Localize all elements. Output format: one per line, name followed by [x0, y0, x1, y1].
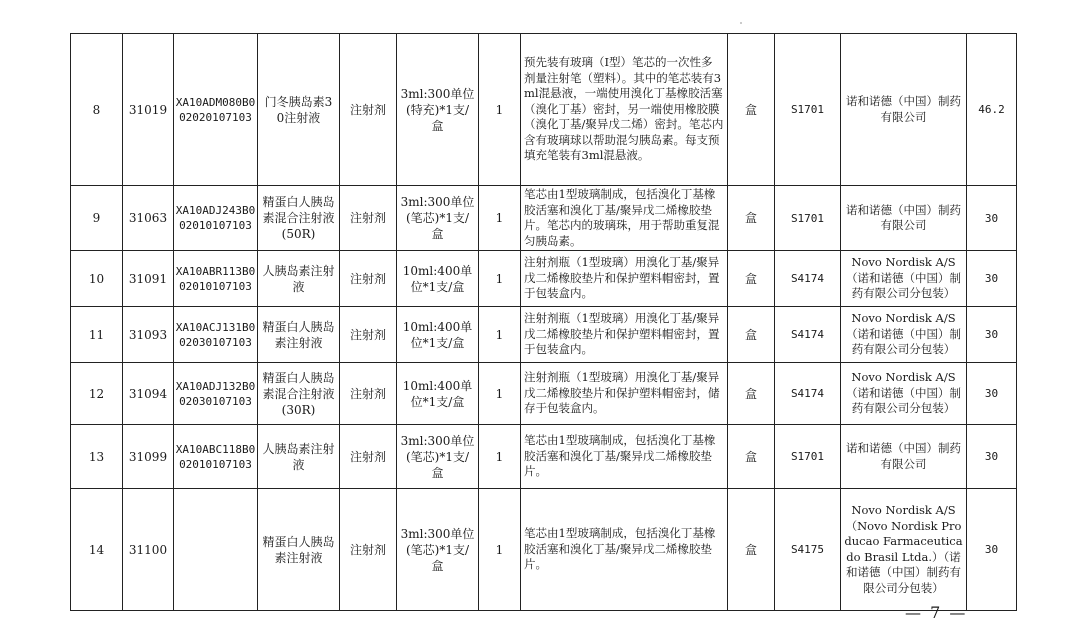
- drug-name: 人胰岛素注射液: [258, 251, 340, 307]
- dosage-form: 注射剂: [340, 251, 397, 307]
- manufacturer: Novo Nordisk A/S（诺和诺德（中国）制药有限公司分包装）: [841, 307, 967, 363]
- drug-code: XA10ADJ243B002010107103: [174, 186, 258, 251]
- conversion-factor: 1: [479, 363, 521, 425]
- drug-id: 31019: [123, 34, 174, 186]
- manufacturer: Novo Nordisk A/S（诺和诺德（中国）制药有限公司分包装）: [841, 251, 967, 307]
- drug-code: XA10ACJ131B002030107103: [174, 307, 258, 363]
- row-number: 11: [71, 307, 123, 363]
- table-row: [71, 34, 1017, 186]
- price: 30: [967, 363, 1017, 425]
- drug-id: 31100: [123, 489, 174, 611]
- price: 30: [967, 307, 1017, 363]
- table-row: [71, 251, 1017, 307]
- unit: 盒: [728, 489, 775, 611]
- specification: 10ml:400单位*1支/盒: [397, 363, 479, 425]
- table-row: [71, 425, 1017, 489]
- manufacturer: 诺和诺德（中国）制药有限公司: [841, 186, 967, 251]
- specification: 3ml:300单位(笔芯)*1支/盒: [397, 186, 479, 251]
- drug-code: XA10ABC118B002010107103: [174, 425, 258, 489]
- enterprise-code: S4174: [775, 363, 841, 425]
- drug-name: 门冬胰岛素30注射液: [258, 34, 340, 186]
- packaging-material: 注射剂瓶（1型玻璃）用溴化丁基/聚异戊二烯橡胶垫片和保护塑料帽密封，置于包装盒内。: [521, 251, 728, 307]
- drug-code: XA10ABR113B002010107103: [174, 251, 258, 307]
- manufacturer: 诺和诺德（中国）制药有限公司: [841, 425, 967, 489]
- packaging-material: 注射剂瓶（1型玻璃）用溴化丁基/聚异戊二烯橡胶垫片和保护塑料帽密封，储存于包装盒内。: [521, 363, 728, 425]
- drug-name: 精蛋白人胰岛素混合注射液(30R): [258, 363, 340, 425]
- price: 46.2: [967, 34, 1017, 186]
- drug-name: 人胰岛素注射液: [258, 425, 340, 489]
- conversion-factor: 1: [479, 251, 521, 307]
- price: 30: [967, 186, 1017, 251]
- table-row: [71, 489, 1017, 611]
- manufacturer: Novo Nordisk A/S（诺和诺德（中国）制药有限公司分包装）: [841, 363, 967, 425]
- enterprise-code: S4174: [775, 307, 841, 363]
- packaging-material: 预先装有玻璃（Ⅰ型）笔芯的一次性多剂量注射笔（塑料）。其中的笔芯装有3ml混悬液，一端使用溴化丁基橡胶活塞（溴化丁基）密封，另一端使用橡胶膜（溴化丁基/聚异戊二烯）密封。笔芯内含有玻璃球以帮助混匀胰岛素。每支预填充笔装有3ml混悬液。: [521, 34, 728, 186]
- drug-name: 精蛋白人胰岛素注射液: [258, 489, 340, 611]
- row-number: 8: [71, 34, 123, 186]
- row-number: 10: [71, 251, 123, 307]
- drug-id: 31063: [123, 186, 174, 251]
- scan-speck: [740, 22, 742, 24]
- table-row: [71, 307, 1017, 363]
- enterprise-code: S4175: [775, 489, 841, 611]
- enterprise-code: S1701: [775, 186, 841, 251]
- specification: 10ml:400单位*1支/盒: [397, 307, 479, 363]
- unit: 盒: [728, 251, 775, 307]
- row-number: 14: [71, 489, 123, 611]
- conversion-factor: 1: [479, 186, 521, 251]
- drug-code: [174, 489, 258, 611]
- unit: 盒: [728, 425, 775, 489]
- drug-name: 精蛋白人胰岛素注射液: [258, 307, 340, 363]
- drug-price-table: [70, 33, 1017, 611]
- dosage-form: 注射剂: [340, 489, 397, 611]
- drug-code: XA10ADM080B002020107103: [174, 34, 258, 186]
- unit: 盒: [728, 34, 775, 186]
- unit: 盒: [728, 363, 775, 425]
- conversion-factor: 1: [479, 34, 521, 186]
- enterprise-code: S1701: [775, 34, 841, 186]
- drug-id: 31093: [123, 307, 174, 363]
- specification: 10ml:400单位*1支/盒: [397, 251, 479, 307]
- drug-price-table-sheet: [70, 33, 1017, 611]
- price: 30: [967, 251, 1017, 307]
- specification: 3ml:300单位(笔芯)*1支/盒: [397, 425, 479, 489]
- unit: 盒: [728, 307, 775, 363]
- price: 30: [967, 489, 1017, 611]
- dosage-form: 注射剂: [340, 363, 397, 425]
- manufacturer: Novo Nordisk A/S（Novo Nordisk Producao Farmaceutica do Brasil Ltda.）（诺和诺德（中国）制药有限公司分包装）: [841, 489, 967, 611]
- drug-id: 31099: [123, 425, 174, 489]
- enterprise-code: S1701: [775, 425, 841, 489]
- packaging-material: 笔芯由1型玻璃制成，包括溴化丁基橡胶活塞和溴化丁基/聚异戊二烯橡胶垫片。: [521, 425, 728, 489]
- dosage-form: 注射剂: [340, 425, 397, 489]
- conversion-factor: 1: [479, 307, 521, 363]
- drug-id: 31094: [123, 363, 174, 425]
- drug-code: XA10ADJ132B002030107103: [174, 363, 258, 425]
- packaging-material: 笔芯由1型玻璃制成，包括溴化丁基橡胶活塞和溴化丁基/聚异戊二烯橡胶垫片。笔芯内的玻璃珠，用于帮助重复混匀胰岛素。: [521, 186, 728, 251]
- conversion-factor: 1: [479, 489, 521, 611]
- packaging-material: 笔芯由1型玻璃制成，包括溴化丁基橡胶活塞和溴化丁基/聚异戊二烯橡胶垫片。: [521, 489, 728, 611]
- dosage-form: 注射剂: [340, 186, 397, 251]
- specification: 3ml:300单位(特充)*1支/盒: [397, 34, 479, 186]
- dosage-form: 注射剂: [340, 307, 397, 363]
- dosage-form: 注射剂: [340, 34, 397, 186]
- table-row: [71, 186, 1017, 251]
- row-number: 13: [71, 425, 123, 489]
- conversion-factor: 1: [479, 425, 521, 489]
- enterprise-code: S4174: [775, 251, 841, 307]
- specification: 3ml:300单位(笔芯)*1支/盒: [397, 489, 479, 611]
- packaging-material: 注射剂瓶（1型玻璃）用溴化丁基/聚异戊二烯橡胶垫片和保护塑料帽密封，置于包装盒内。: [521, 307, 728, 363]
- row-number: 9: [71, 186, 123, 251]
- page-number: — 7 —: [905, 603, 968, 622]
- table-row: [71, 363, 1017, 425]
- price: 30: [967, 425, 1017, 489]
- drug-name: 精蛋白人胰岛素混合注射液(50R): [258, 186, 340, 251]
- row-number: 12: [71, 363, 123, 425]
- drug-id: 31091: [123, 251, 174, 307]
- unit: 盒: [728, 186, 775, 251]
- manufacturer: 诺和诺德（中国）制药有限公司: [841, 34, 967, 186]
